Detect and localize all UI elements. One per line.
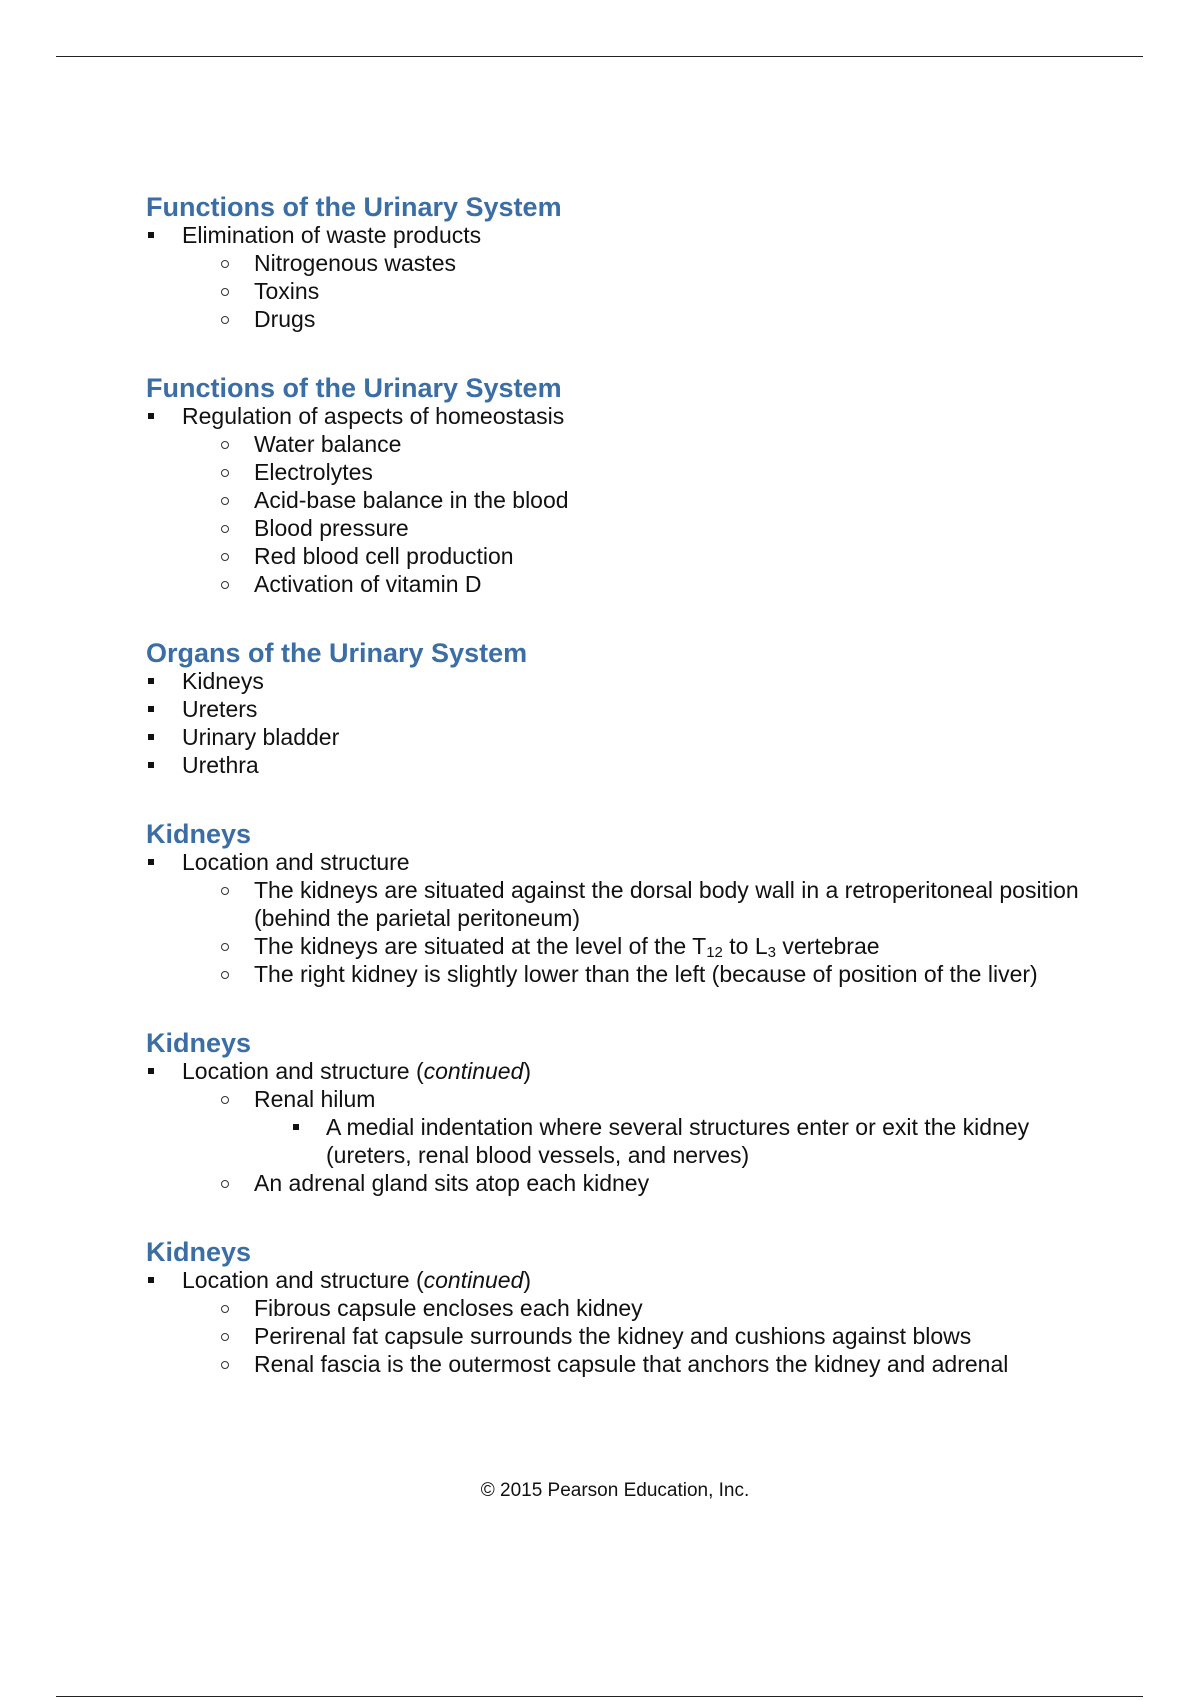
section-heading: Kidneys: [146, 1237, 252, 1267]
sub-list: [182, 1085, 1106, 1197]
sub-list: [182, 1294, 1106, 1378]
sub-list-item: Electrolytes: [218, 458, 1106, 486]
section-heading: Functions of the Urinary System: [146, 373, 562, 403]
bullet-list: [146, 1057, 1106, 1197]
sub-sub-list-item: A medial indentation where several structures enter or exit the kidney (ureters, renal blood vessels, and nerves): [290, 1113, 1106, 1169]
sub-list-item: Nitrogenous wastes: [218, 249, 1106, 277]
list-item: Elimination of waste products Nitrogenous wastes Toxins Drugs: [146, 221, 1106, 333]
sub-list-item: Acid-base balance in the blood: [218, 486, 1106, 514]
bullet-list: [146, 1266, 1106, 1378]
document-body: [146, 190, 1106, 1416]
list-item: Location and structure The kidneys are situated against the dorsal body wall in a retroperitoneal position (behind the parietal peritoneum) The kidneys are situated at the level of the $T_{12}$ to $L_3$ vertebrae The right kidney is slightly lower than the left (because of position of the liver): [146, 848, 1106, 988]
bullet-list: [146, 667, 1106, 779]
sub-list: [182, 876, 1106, 988]
bullet-list: [146, 221, 1106, 333]
list-item: Kidneys: [146, 667, 1106, 695]
sub-list-item: Perirenal fat capsule surrounds the kidney and cushions against blows: [218, 1322, 1106, 1350]
section-heading: Kidneys: [146, 1028, 252, 1058]
copyright-footer: © 2015 Pearson Education, Inc.: [480, 1480, 750, 1501]
top-rule: [56, 56, 1143, 57]
sub-list-item: Water balance: [218, 430, 1106, 458]
sub-list: [182, 430, 1106, 598]
list-item: Ureters: [146, 695, 1106, 723]
bullet-list: [146, 402, 1106, 598]
sub-list-item: Fibrous capsule encloses each kidney: [218, 1294, 1106, 1322]
list-item: Location and structure (continued) Renal hilum A medial indentation where several structures enter or exit the kidney (ureters, renal blood vessels, and nerves) An adrenal gland sits atop each kidney: [146, 1057, 1106, 1197]
list-item: Urinary bladder: [146, 723, 1106, 751]
section-organs: [146, 636, 1106, 779]
list-item: Urethra: [146, 751, 1106, 779]
sub-list-item: Renal hilum A medial indentation where several structures enter or exit the kidney (ureters, renal blood vessels, and nerves): [218, 1085, 1106, 1169]
section-kidneys-3: [146, 1235, 1106, 1378]
sub-list-item: An adrenal gland sits atop each kidney: [218, 1169, 1106, 1197]
sub-list: [182, 249, 1106, 333]
sub-list-item: Activation of vitamin D: [218, 570, 1106, 598]
bottom-rule: [56, 1696, 1143, 1697]
sub-list-item: Drugs: [218, 305, 1106, 333]
section-heading: Functions of the Urinary System: [146, 192, 562, 222]
sub-list-item: The right kidney is slightly lower than the left (because of position of the liver): [218, 960, 1106, 988]
section-kidneys-1: [146, 817, 1106, 988]
sub-list-item: Blood pressure: [218, 514, 1106, 542]
section-functions-1: [146, 190, 1106, 333]
list-item: Regulation of aspects of homeostasis Water balance Electrolytes Acid-base balance in the blood Blood pressure Red blood cell production Activation of vitamin D: [146, 402, 1106, 598]
section-kidneys-2: [146, 1026, 1106, 1197]
section-heading: Kidneys: [146, 819, 252, 849]
sub-list-item: The kidneys are situated at the level of the $T_{12}$ to $L_3$ vertebrae: [218, 932, 1106, 960]
sub-list-item: Toxins: [218, 277, 1106, 305]
sub-list-item: The kidneys are situated against the dorsal body wall in a retroperitoneal position (behind the parietal peritoneum): [218, 876, 1106, 932]
bullet-list: [146, 848, 1106, 988]
section-functions-2: [146, 371, 1106, 598]
sub-list-item: Red blood cell production: [218, 542, 1106, 570]
sub-list-item: Renal fascia is the outermost capsule that anchors the kidney and adrenal: [218, 1350, 1106, 1378]
sub-sub-list: [254, 1113, 1106, 1169]
list-item: Location and structure (continued) Fibrous capsule encloses each kidney Perirenal fat capsule surrounds the kidney and cushions against blows Renal fascia is the outermost capsule that anchors the kidney and adrenal: [146, 1266, 1106, 1378]
section-heading: Organs of the Urinary System: [146, 638, 528, 668]
